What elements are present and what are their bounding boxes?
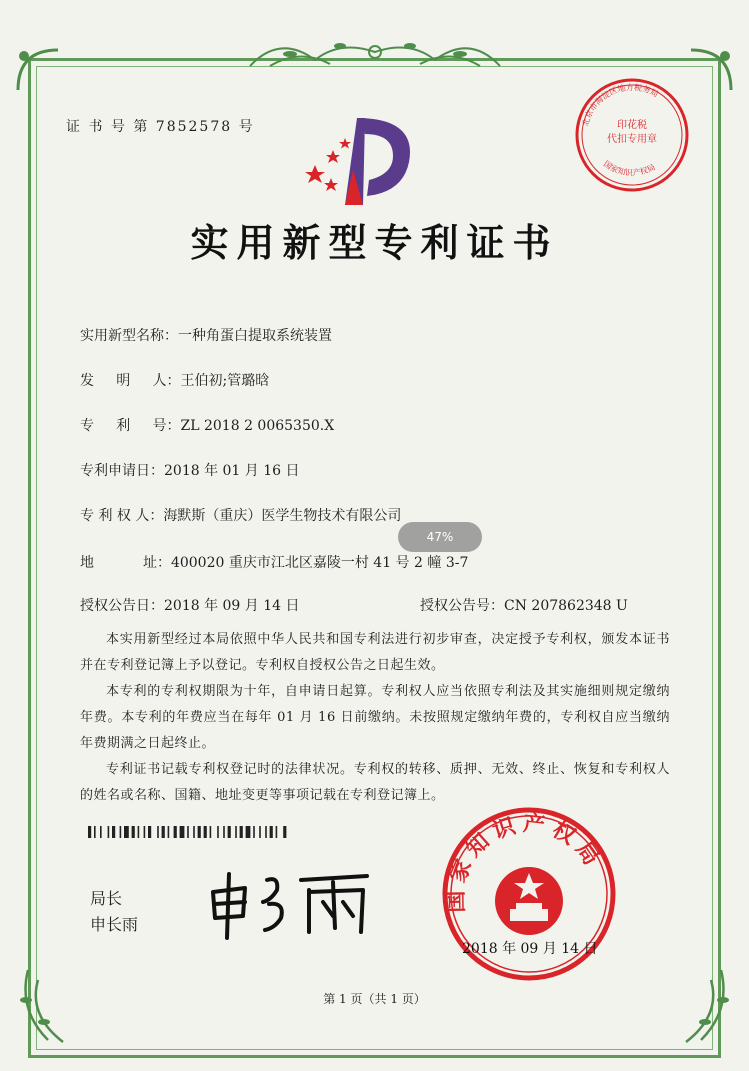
patentee-row — [80, 505, 401, 525]
inventor-value: 王伯初;管璐晗 — [180, 373, 270, 389]
svg-text:国家知识产权局: 国家知识产权局 — [601, 159, 657, 178]
director-title: 局长 — [90, 889, 123, 908]
inventor-row — [80, 370, 269, 390]
seal-text: 国家知识产权局 — [443, 811, 607, 913]
barcode — [88, 826, 320, 838]
name-value: 一种角蛋白提取系统装置 — [178, 328, 332, 344]
patent-number-value: ZL 2018 2 0065350.X — [180, 418, 335, 434]
patent-number-row — [80, 415, 334, 435]
director-signature-icon — [205, 862, 375, 942]
filing-date-value: 2018 年 01 月 16 日 — [164, 463, 300, 479]
publication-number-row — [420, 595, 628, 615]
name-label: 实用新型名称： — [80, 328, 178, 344]
publication-date-value: 2018 年 09 月 14 日 — [164, 598, 300, 614]
progress-indicator: 47% — [398, 522, 482, 552]
paragraph-legal-status: 专利证书记载专利权登记时的法律状况。专利权的转移、质押、无效、终止、恢复和专利权人的姓名或名称、国籍、地址变更等事项记载在专利登记簿上。 — [80, 762, 670, 803]
address-label: 地 址： — [80, 555, 171, 571]
publication-number-label: 授权公告号： — [420, 598, 504, 614]
seal-date: 2018 年 09 月 14 日 — [462, 941, 598, 957]
paragraph-grant: 本实用新型经过本局依照中华人民共和国专利法进行初步审查，决定授予专利权，颁发本证书并在专利登记簿上予以登记。专利权自授权公告之日起生效。 — [80, 632, 670, 673]
patent-office-emblem-icon — [305, 110, 425, 210]
address-value: 400020 重庆市江北区嘉陵一村 41 号 2 幢 3-7 — [170, 555, 469, 571]
patent-number-label: 专 利 号： — [80, 418, 181, 434]
address-row — [80, 552, 468, 572]
svg-text:北京市海淀区地方税务局: 北京市海淀区地方税务局 — [580, 82, 660, 128]
publication-date-row — [80, 595, 300, 615]
svg-text:代扣专用章: 代扣专用章 — [607, 134, 657, 145]
certificate-number: 证 书 号 第 7852578 号 — [66, 119, 255, 135]
patentee-label: 专 利 权 人： — [80, 508, 164, 524]
paragraph-term: 本专利的专利权期限为十年，自申请日起算。专利权人应当依照专利法及其实施细则规定缴纳年费。本专利的年费应当在每年 01 月 16 日前缴纳。未按照规定缴纳年费的，专利权自应当缴纳年费期满之日起终止。 — [80, 684, 670, 751]
certificate-title: 实用新型专利证书 — [190, 220, 559, 265]
utility-model-name-row — [80, 325, 332, 345]
publication-number-value: CN 207862348 U — [504, 598, 628, 614]
inventor-label: 发 明 人： — [80, 373, 181, 389]
publication-date-label: 授权公告日： — [80, 598, 164, 614]
patentee-value: 海默斯（重庆）医学生物技术有限公司 — [163, 508, 402, 524]
svg-text:印花税: 印花税 — [617, 120, 647, 131]
filing-date-row — [80, 460, 300, 480]
corner-ornament-top-left-icon — [8, 40, 68, 100]
page-number: 第 1 页（共 1 页） — [323, 992, 426, 1006]
filing-date-label: 专利申请日： — [80, 463, 164, 479]
director-name: 申长雨 — [90, 915, 139, 934]
top-ornament-icon — [240, 30, 510, 74]
tax-stamp-seal — [573, 76, 691, 194]
